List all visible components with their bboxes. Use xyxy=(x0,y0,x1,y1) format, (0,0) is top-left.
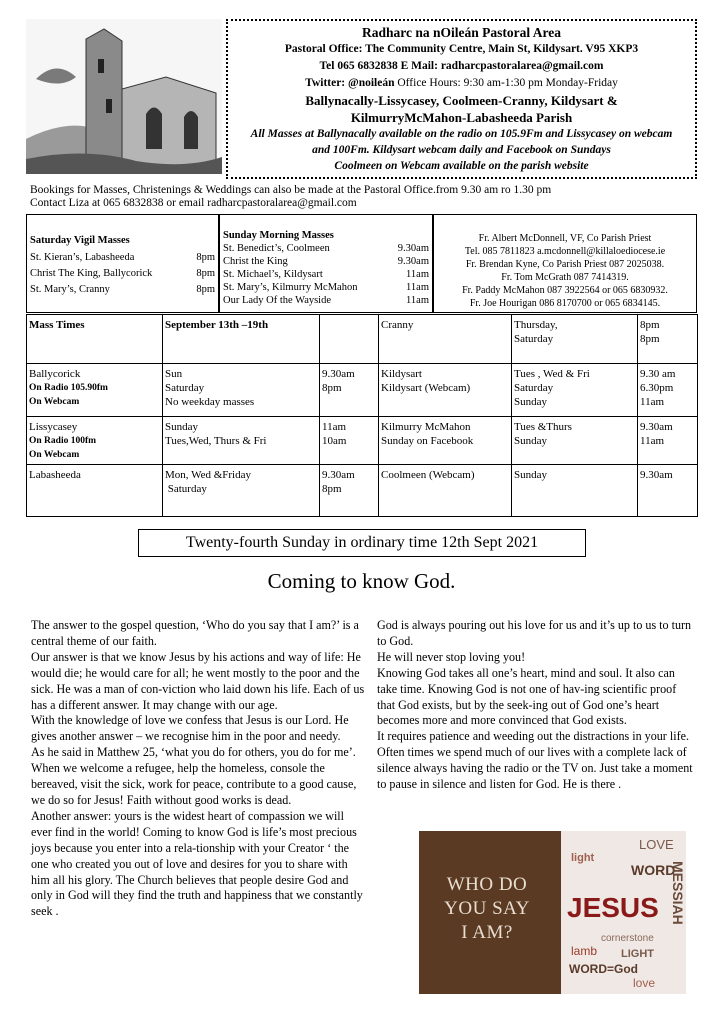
cranny-label: Cranny xyxy=(379,315,512,364)
table-row xyxy=(27,315,698,364)
times-cell xyxy=(638,465,698,517)
vigil-row xyxy=(30,266,215,282)
paragraph: He will never stop loving you! xyxy=(377,649,526,664)
mass-times-table xyxy=(26,314,698,517)
vigil-place: St. Mary’s, Cranny xyxy=(30,284,110,295)
image-question xyxy=(427,873,547,945)
place-line: Kildysart xyxy=(381,368,422,380)
ballycorick-cell xyxy=(27,364,163,417)
paragraph: Another answer: yours is the widest heart of compassion we will ever find in the world! Coming to know God is life’s most precious joys because you enter into a rela-tionship with your Creator ‘ the one who created you out of love and desires for you to share with him all his glory. The Church believes that people desire God and only in God will they find the truth and happiness that we constantly seek . xyxy=(31,808,363,919)
contact-line: Tel 065 6832838 E Mail: radharcpastoralarea@gmail.com xyxy=(319,60,604,72)
hours-line xyxy=(228,75,695,92)
sunday-morning-box xyxy=(219,214,433,313)
vigil-time: 8pm xyxy=(196,252,215,263)
cloud-word: love xyxy=(633,976,656,990)
times-cell xyxy=(638,364,698,417)
table-row xyxy=(27,417,698,465)
image-text: I AM? xyxy=(461,922,513,943)
cloud-word: WORD xyxy=(631,862,676,878)
place-line: Coolmeen (Webcam) xyxy=(381,469,475,481)
time-line: 8pm xyxy=(640,319,660,331)
day-line: Mon, Wed &Friday xyxy=(165,469,251,481)
morning-place: St. Michael’s, Kildysart xyxy=(223,269,323,280)
cloud-word: LOVE xyxy=(639,837,674,852)
lissycasey-cell xyxy=(27,417,163,465)
article-heading: Coming to know God. xyxy=(267,569,456,593)
cloud-word: lamb xyxy=(571,944,598,958)
word-cloud-graphic xyxy=(561,831,686,994)
webcam-info: On Webcam xyxy=(29,397,80,407)
radio-info: On Radio 100fm xyxy=(29,436,97,446)
paragraph: With the knowledge of love we confess that Jesus is our Lord. He gives another answer – we recognise him in the poor and needy. xyxy=(31,713,349,744)
day-line: Sunday xyxy=(514,435,547,447)
cloud-word: LIGHT xyxy=(621,948,654,960)
day-line: Tues,Wed, Thurs & Fri xyxy=(165,435,267,447)
places-cell xyxy=(379,465,512,517)
bookings-line-1: Bookings for Masses, Christenings & Weddings can also be made at the Pastoral Office.from 9.30 am ro 1.30 pm xyxy=(30,184,552,196)
cloud-word: WORD=God xyxy=(569,962,638,976)
day-line: No weekday masses xyxy=(165,396,255,408)
days-cell xyxy=(512,417,638,465)
cloud-word: JESUS xyxy=(567,892,659,923)
church-name: Lissycasey xyxy=(29,421,78,433)
day-line: Tues , Wed & Fri xyxy=(514,368,590,380)
table-row xyxy=(27,364,698,417)
paragraph: As he said in Matthew 25, ‘what you do for others, you do for me’. When we welcome a refugee, help the homeless, console the bereaved, visit the sick, work for peace, contribute to a good cause, we do so for Jesus! Faith without good works is dead. xyxy=(31,745,357,807)
vigil-masses-box xyxy=(26,214,219,313)
priest-line: Fr. Tom McGrath 087 7414319. xyxy=(501,272,629,283)
morning-row xyxy=(223,268,429,281)
radio-info: On Radio 105.90fm xyxy=(29,383,108,393)
who-do-you-say-image xyxy=(419,831,686,994)
day-line: Thursday, xyxy=(514,319,558,331)
day-line: Saturday xyxy=(514,333,554,345)
morning-time: 11am xyxy=(406,295,429,306)
empty-cell xyxy=(320,315,379,364)
word-cloud xyxy=(561,831,686,994)
radio-note-1: All Masses at Ballynacally available on the radio on 105.9Fm and Lissycasey on webcam xyxy=(250,128,673,140)
article-right-column xyxy=(377,618,697,793)
places-cell xyxy=(379,417,512,465)
time-line: 9.30am xyxy=(322,368,355,380)
office-hours: Office Hours: 9:30 am-1:30 pm Monday-Friday xyxy=(397,77,618,89)
time-line: 9.30am xyxy=(322,469,355,481)
vigil-place: Christ The King, Ballycorick xyxy=(30,268,153,279)
morning-place: St. Benedict’s, Coolmeen xyxy=(223,243,330,254)
radio-note-2: and 100Fm. Kildysart webcam daily and Facebook on Sundays xyxy=(312,144,611,156)
paragraph: Often times we spend much of our lives with a complete lack of silence always having the radio or the TV on. Just take a moment to pause in silence and listen for God. He is there . xyxy=(377,745,693,792)
cloud-word: MESSIAH xyxy=(670,861,686,925)
morning-row xyxy=(223,255,429,268)
day-line: Saturday xyxy=(165,483,207,495)
mass-times-label: Mass Times xyxy=(27,315,163,364)
times-cell xyxy=(638,417,698,465)
time-line: 11am xyxy=(322,421,347,433)
time-line: 11am xyxy=(640,396,665,408)
morning-time: 11am xyxy=(406,282,429,293)
time-line: 6.30pm xyxy=(640,382,674,394)
day-line: Saturday xyxy=(165,382,205,394)
pastoral-header xyxy=(226,19,697,179)
days-cell xyxy=(163,417,320,465)
morning-time: 9.30am xyxy=(397,243,429,254)
times-cell xyxy=(320,364,379,417)
days-cell xyxy=(163,364,320,417)
article-left-column xyxy=(31,618,365,920)
day-line: Saturday xyxy=(514,382,554,394)
morning-heading: Sunday Morning Masses xyxy=(223,230,334,241)
office-address: Pastoral Office: The Community Centre, Main St, Kildysart. V95 XKP3 xyxy=(284,43,639,55)
church-name: Ballycorick xyxy=(29,368,81,380)
time-line: 9.30am xyxy=(640,421,673,433)
place-line: Kilmurry McMahon xyxy=(381,421,471,433)
priest-line: Fr. Albert McDonnell, VF, Co Parish Priest xyxy=(478,233,652,244)
morning-row xyxy=(223,294,429,307)
times-cell xyxy=(320,417,379,465)
day-line: Sun xyxy=(165,368,183,380)
parish-line-1: Ballynacally-Lissycasey, Coolmeen-Cranny, Kildysart & xyxy=(305,93,618,108)
day-line: Sunday xyxy=(514,469,547,481)
table-row xyxy=(27,465,698,517)
twitter-handle: Twitter: @noileán xyxy=(305,77,395,89)
labasheeda-cell: Labasheeda xyxy=(27,465,163,517)
image-text: WHO DO xyxy=(446,874,528,895)
time-line: 8pm xyxy=(322,382,342,394)
cranny-days xyxy=(512,315,638,364)
sunday-banner: Twenty-fourth Sunday in ordinary time 12th Sept 2021 xyxy=(138,529,586,557)
day-line: Sunday xyxy=(165,421,198,433)
bookings-line-2: Contact Liza at 065 6832838 or email radharcpastoralarea@gmail.com xyxy=(30,197,357,209)
morning-time: 11am xyxy=(406,269,429,280)
cloud-word: cornerstone xyxy=(601,933,654,944)
place-line: Sunday on Facebook xyxy=(381,435,474,447)
vigil-place: St. Kieran’s, Labasheeda xyxy=(30,252,135,263)
parish-line-2: KilmurryMcMahon-Labasheeda Parish xyxy=(350,110,573,125)
time-line: 9.30 am xyxy=(640,368,676,380)
cranny-times xyxy=(638,315,698,364)
paragraph: The answer to the gospel question, ‘Who do you say that I am?’ is a central theme of our faith. xyxy=(31,618,359,648)
webcam-info: On Webcam xyxy=(29,450,80,460)
day-line: Sunday xyxy=(514,396,547,408)
time-line: 11am xyxy=(640,435,665,447)
morning-row xyxy=(223,242,429,255)
paragraph: Our answer is that we know Jesus by his actions and way of life: He would die; he would care for all; he went mostly to the poor and the sick. He was a man of con-viction who laid down his life. Each of us has a different answer. It may change with our age. xyxy=(31,649,365,712)
time-line: 8pm xyxy=(640,333,660,345)
day-line: Tues &Thurs xyxy=(514,421,572,433)
paragraph: God is always pouring out his love for us and it’s up to us to turn to God. xyxy=(377,618,692,648)
image-text: YOU SAY xyxy=(444,898,530,919)
priest-line: Fr. Joe Hourigan 086 8170700 or 065 6834145. xyxy=(469,298,661,309)
priest-line: Fr. Brendan Kyne, Co Parish Priest 087 2025038. xyxy=(465,259,665,270)
priest-line: Fr. Paddy McMahon 087 3922564 or 065 6830932. xyxy=(462,285,668,296)
cloud-word: light xyxy=(571,852,595,864)
days-cell xyxy=(512,364,638,417)
days-cell xyxy=(163,465,320,517)
morning-place: Our Lady Of the Wayside xyxy=(223,295,332,306)
morning-place: St. Mary’s, Kilmurry McMahon xyxy=(223,282,358,293)
place-line: Kildysart (Webcam) xyxy=(381,382,471,394)
week-dates: September 13th –19th xyxy=(163,315,320,364)
time-line: 8pm xyxy=(322,483,342,495)
radio-note-3: Coolmeen on Webcam available on the parish website xyxy=(334,160,589,172)
morning-time: 9.30am xyxy=(397,256,429,267)
bookings-note xyxy=(30,184,690,210)
paragraph: It requires patience and weeding out the distractions in your life. xyxy=(377,729,689,744)
morning-row xyxy=(223,281,429,294)
morning-place: Christ the King xyxy=(223,256,288,267)
time-line: 9.30am xyxy=(640,469,673,481)
priest-line: Tel. 085 7811823 a.mcdonnell@killaloediocese.ie xyxy=(464,246,666,257)
times-cell xyxy=(320,465,379,517)
pastoral-title: Radharc na nOileán Pastoral Area xyxy=(361,25,561,40)
vigil-time: 8pm xyxy=(196,268,215,279)
places-cell xyxy=(379,364,512,417)
vigil-row xyxy=(30,250,215,266)
vigil-row xyxy=(30,282,215,298)
church-illustration xyxy=(26,19,222,174)
vigil-time: 8pm xyxy=(196,284,215,295)
paragraph: Knowing God takes all one’s heart, mind and soul. It also can take time. Knowing God is not one of hav-ing scientific proof that God exists, but by the seek-ing out of God one’s heart becomes more and more convinced that God exists. xyxy=(377,665,677,728)
days-cell xyxy=(512,465,638,517)
priests-box xyxy=(433,214,697,313)
time-line: 10am xyxy=(322,435,347,447)
vigil-heading: Saturday Vigil Masses xyxy=(30,235,130,246)
